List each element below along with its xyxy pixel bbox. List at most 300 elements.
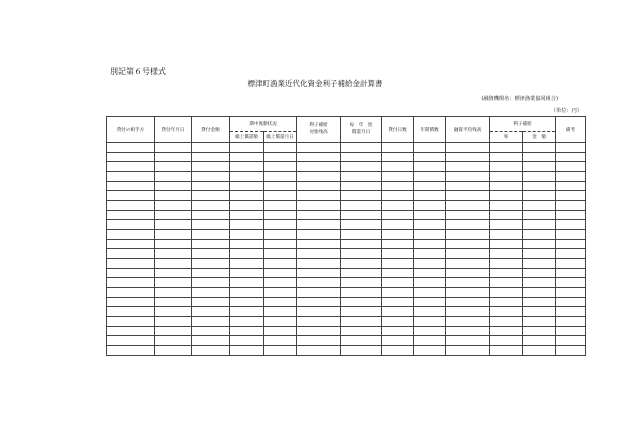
table-cell[interactable] [341, 336, 382, 346]
table-cell[interactable] [192, 336, 230, 346]
table-cell[interactable] [297, 220, 341, 230]
table-cell[interactable] [341, 297, 382, 307]
table-cell[interactable] [414, 162, 446, 172]
table-cell[interactable] [192, 278, 230, 288]
table-cell[interactable] [192, 249, 230, 259]
table-cell[interactable] [341, 210, 382, 220]
col-loan-days: 貸付日数 [382, 117, 414, 143]
table-cell[interactable] [297, 201, 341, 211]
table-cell[interactable] [155, 181, 192, 191]
table-cell[interactable] [107, 259, 155, 269]
table-cell[interactable] [523, 288, 556, 298]
table-cell[interactable] [155, 239, 192, 249]
table-cell[interactable] [414, 191, 446, 201]
table-cell[interactable] [230, 336, 264, 346]
table-cell[interactable] [523, 172, 556, 182]
table-cell[interactable] [297, 239, 341, 249]
table-cell[interactable] [446, 230, 490, 240]
table-cell[interactable] [192, 172, 230, 182]
table-cell[interactable] [297, 259, 341, 269]
table-cell[interactable] [107, 239, 155, 249]
table-cell[interactable] [297, 346, 341, 356]
table-cell[interactable] [264, 278, 297, 288]
table-cell[interactable] [107, 162, 155, 172]
table-cell[interactable] [192, 346, 230, 356]
table-cell[interactable] [107, 201, 155, 211]
col-rate: 率 [490, 132, 523, 143]
table-cell[interactable] [230, 181, 264, 191]
table-cell[interactable] [192, 288, 230, 298]
table-cell[interactable] [523, 239, 556, 249]
table-cell[interactable] [523, 317, 556, 327]
table-cell[interactable] [556, 259, 586, 269]
table-cell[interactable] [297, 172, 341, 182]
table-cell[interactable] [490, 307, 523, 317]
table-cell[interactable] [230, 230, 264, 240]
table-cell[interactable] [230, 259, 264, 269]
table-cell[interactable] [523, 278, 556, 288]
table-cell[interactable] [414, 181, 446, 191]
table-cell[interactable] [155, 152, 192, 162]
table-cell[interactable] [523, 162, 556, 172]
table-cell[interactable] [297, 210, 341, 220]
table-row [107, 162, 586, 172]
table-cell[interactable] [230, 191, 264, 201]
table-cell[interactable] [192, 239, 230, 249]
table-cell[interactable] [382, 288, 414, 298]
table-cell[interactable] [264, 172, 297, 182]
table-cell[interactable] [264, 152, 297, 162]
table-cell[interactable] [107, 249, 155, 259]
table-cell[interactable] [264, 317, 297, 327]
table-cell[interactable] [414, 259, 446, 269]
table-cell[interactable] [490, 143, 523, 153]
table-cell[interactable] [297, 317, 341, 327]
table-cell[interactable] [155, 201, 192, 211]
table-cell[interactable] [382, 143, 414, 153]
table-cell[interactable] [192, 259, 230, 269]
table-cell[interactable] [556, 201, 586, 211]
table-cell[interactable] [556, 210, 586, 220]
table-cell[interactable] [556, 346, 586, 356]
table-cell[interactable] [382, 181, 414, 191]
table-cell[interactable] [446, 239, 490, 249]
table-cell[interactable] [192, 230, 230, 240]
table-cell[interactable] [382, 326, 414, 336]
table-cell[interactable] [523, 191, 556, 201]
table-cell[interactable] [446, 210, 490, 220]
table-cell[interactable] [341, 259, 382, 269]
table-cell[interactable] [556, 288, 586, 298]
table-cell[interactable] [556, 336, 586, 346]
table-cell[interactable] [490, 181, 523, 191]
table-cell[interactable] [382, 249, 414, 259]
table-cell[interactable] [264, 239, 297, 249]
table-cell[interactable] [264, 346, 297, 356]
table-cell[interactable] [107, 326, 155, 336]
table-cell[interactable] [382, 346, 414, 356]
table-cell[interactable] [382, 336, 414, 346]
table-cell[interactable] [107, 172, 155, 182]
table-cell[interactable] [230, 278, 264, 288]
table-cell[interactable] [155, 230, 192, 240]
table-cell[interactable] [297, 191, 341, 201]
table-cell[interactable] [230, 210, 264, 220]
table-cell[interactable] [556, 268, 586, 278]
table-cell[interactable] [192, 162, 230, 172]
table-cell[interactable] [414, 268, 446, 278]
table-cell[interactable] [230, 307, 264, 317]
document-title: 標津町漁業近代化資金利子補給金計算書 [247, 79, 383, 88]
table-cell[interactable] [155, 317, 192, 327]
table-cell[interactable] [230, 152, 264, 162]
table-cell[interactable] [556, 239, 586, 249]
table-cell[interactable] [414, 249, 446, 259]
table-cell[interactable] [230, 268, 264, 278]
table-cell[interactable] [107, 210, 155, 220]
table-cell[interactable] [556, 143, 586, 153]
table-cell[interactable] [297, 288, 341, 298]
table-cell[interactable] [446, 326, 490, 336]
table-cell[interactable] [264, 259, 297, 269]
table-cell[interactable] [107, 220, 155, 230]
table-cell[interactable] [264, 336, 297, 346]
table-cell[interactable] [556, 191, 586, 201]
table-cell[interactable] [523, 268, 556, 278]
table-cell[interactable] [490, 346, 523, 356]
table-cell[interactable] [107, 346, 155, 356]
table-cell[interactable] [230, 317, 264, 327]
table-cell[interactable] [297, 249, 341, 259]
table-cell[interactable] [446, 249, 490, 259]
table-cell[interactable] [382, 220, 414, 230]
table-cell[interactable] [523, 201, 556, 211]
table-cell[interactable] [297, 230, 341, 240]
table-cell[interactable] [264, 201, 297, 211]
table-cell[interactable] [341, 162, 382, 172]
table-cell[interactable] [107, 181, 155, 191]
table-cell[interactable] [230, 162, 264, 172]
col-interest-subsidy: 利子補給 [490, 117, 556, 132]
table-cell[interactable] [264, 307, 297, 317]
table-cell[interactable] [230, 172, 264, 182]
table-cell[interactable] [446, 278, 490, 288]
table-cell[interactable] [264, 210, 297, 220]
table-cell[interactable] [264, 143, 297, 153]
table-row [107, 230, 586, 240]
table-cell[interactable] [230, 201, 264, 211]
table-cell[interactable] [107, 230, 155, 240]
col-early-repay-amount: 繰上償還額 [230, 132, 264, 143]
table-cell[interactable] [155, 336, 192, 346]
table-cell[interactable] [264, 288, 297, 298]
table-cell[interactable] [382, 191, 414, 201]
table-cell[interactable] [192, 201, 230, 211]
col-annual-repay-date: 毎 年 度 償還月日 [341, 117, 382, 143]
table-cell[interactable] [556, 278, 586, 288]
table-cell[interactable] [523, 181, 556, 191]
table-cell[interactable] [490, 297, 523, 307]
table-cell[interactable] [264, 191, 297, 201]
table-cell[interactable] [107, 152, 155, 162]
table-cell[interactable] [192, 152, 230, 162]
table-cell[interactable] [382, 259, 414, 269]
table-cell[interactable] [382, 239, 414, 249]
table-cell[interactable] [490, 268, 523, 278]
table-cell[interactable] [192, 297, 230, 307]
table-cell[interactable] [192, 307, 230, 317]
table-cell[interactable] [341, 249, 382, 259]
table-cell[interactable] [523, 346, 556, 356]
table-cell[interactable] [192, 220, 230, 230]
table-cell[interactable] [341, 172, 382, 182]
table-cell[interactable] [230, 297, 264, 307]
table-cell[interactable] [414, 220, 446, 230]
table-cell[interactable] [192, 268, 230, 278]
table-cell[interactable] [341, 152, 382, 162]
table-cell[interactable] [230, 346, 264, 356]
table-cell[interactable] [382, 307, 414, 317]
table-cell[interactable] [490, 259, 523, 269]
table-cell[interactable] [446, 152, 490, 162]
table-cell[interactable] [297, 307, 341, 317]
table-cell[interactable] [297, 268, 341, 278]
table-cell[interactable] [264, 268, 297, 278]
table-cell[interactable] [446, 268, 490, 278]
table-cell[interactable] [556, 249, 586, 259]
table-cell[interactable] [297, 162, 341, 172]
table-cell[interactable] [523, 220, 556, 230]
table-cell[interactable] [523, 297, 556, 307]
table-cell[interactable] [523, 249, 556, 259]
table-cell[interactable] [556, 297, 586, 307]
table-cell[interactable] [414, 210, 446, 220]
table-cell[interactable] [264, 249, 297, 259]
table-cell[interactable] [446, 191, 490, 201]
table-cell[interactable] [556, 152, 586, 162]
table-cell[interactable] [490, 152, 523, 162]
table-cell[interactable] [490, 317, 523, 327]
col-loan-date: 貸付年月日 [155, 117, 192, 143]
table-cell[interactable] [155, 162, 192, 172]
table-cell[interactable] [523, 143, 556, 153]
table-cell[interactable] [155, 268, 192, 278]
table-cell[interactable] [264, 162, 297, 172]
table-cell[interactable] [107, 143, 155, 153]
table-cell[interactable] [523, 336, 556, 346]
table-cell[interactable] [414, 239, 446, 249]
table-cell[interactable] [382, 162, 414, 172]
table-cell[interactable] [382, 297, 414, 307]
table-cell[interactable] [192, 191, 230, 201]
table-cell[interactable] [297, 143, 341, 153]
table-cell[interactable] [230, 249, 264, 259]
table-cell[interactable] [523, 307, 556, 317]
table-cell[interactable] [155, 307, 192, 317]
table-cell[interactable] [264, 230, 297, 240]
table-cell[interactable] [446, 201, 490, 211]
table-cell[interactable] [192, 326, 230, 336]
table-cell[interactable] [490, 162, 523, 172]
col-borrower: 貸付の相手方 [107, 117, 155, 143]
table-cell[interactable] [490, 201, 523, 211]
table-cell[interactable] [297, 326, 341, 336]
table-cell[interactable] [414, 297, 446, 307]
table-cell[interactable] [382, 278, 414, 288]
table-cell[interactable] [446, 317, 490, 327]
table-cell[interactable] [490, 288, 523, 298]
table-cell[interactable] [490, 230, 523, 240]
table-cell[interactable] [446, 220, 490, 230]
table-cell[interactable] [264, 181, 297, 191]
table-cell[interactable] [556, 230, 586, 240]
table-cell[interactable] [382, 172, 414, 182]
table-cell[interactable] [382, 230, 414, 240]
table-cell[interactable] [297, 152, 341, 162]
table-cell[interactable] [230, 220, 264, 230]
table-cell[interactable] [523, 230, 556, 240]
table-cell[interactable] [446, 307, 490, 317]
table-cell[interactable] [523, 152, 556, 162]
table-cell[interactable] [490, 249, 523, 259]
table-cell[interactable] [446, 297, 490, 307]
table-cell[interactable] [414, 336, 446, 346]
table-cell[interactable] [155, 172, 192, 182]
table-cell[interactable] [490, 220, 523, 230]
table-cell[interactable] [155, 249, 192, 259]
table-cell[interactable] [556, 162, 586, 172]
table-cell[interactable] [490, 326, 523, 336]
table-cell[interactable] [155, 143, 192, 153]
table-cell[interactable] [414, 172, 446, 182]
table-cell[interactable] [490, 210, 523, 220]
table-cell[interactable] [446, 346, 490, 356]
table-cell[interactable] [230, 288, 264, 298]
table-cell[interactable] [414, 143, 446, 153]
table-cell[interactable] [446, 259, 490, 269]
table-cell[interactable] [414, 326, 446, 336]
table-cell[interactable] [414, 307, 446, 317]
table-cell[interactable] [414, 346, 446, 356]
table-cell[interactable] [556, 181, 586, 191]
table-cell[interactable] [192, 210, 230, 220]
table-cell[interactable] [414, 317, 446, 327]
table-cell[interactable] [155, 220, 192, 230]
table-cell[interactable] [446, 181, 490, 191]
table-cell[interactable] [341, 143, 382, 153]
table-cell[interactable] [155, 210, 192, 220]
table-cell[interactable] [107, 336, 155, 346]
table-cell[interactable] [414, 201, 446, 211]
col-early-repay-date: 繰上償還月日 [264, 132, 297, 143]
table-cell[interactable] [523, 259, 556, 269]
table-cell[interactable] [341, 326, 382, 336]
table-cell[interactable] [297, 181, 341, 191]
table-cell[interactable] [341, 278, 382, 288]
table-cell[interactable] [107, 307, 155, 317]
table-cell[interactable] [192, 181, 230, 191]
table-cell[interactable] [341, 307, 382, 317]
table-cell[interactable] [341, 220, 382, 230]
table-cell[interactable] [297, 297, 341, 307]
table-cell[interactable] [446, 172, 490, 182]
table-cell[interactable] [523, 210, 556, 220]
table-cell[interactable] [264, 220, 297, 230]
table-cell[interactable] [414, 278, 446, 288]
table-cell[interactable] [341, 201, 382, 211]
table-cell[interactable] [490, 191, 523, 201]
table-cell[interactable] [192, 143, 230, 153]
table-cell[interactable] [382, 317, 414, 327]
table-row [107, 326, 586, 336]
col-amount: 金 額 [523, 132, 556, 143]
table-cell[interactable] [107, 191, 155, 201]
table-cell[interactable] [490, 278, 523, 288]
table-cell[interactable] [341, 181, 382, 191]
table-cell[interactable] [490, 336, 523, 346]
table-cell[interactable] [155, 278, 192, 288]
table-cell[interactable] [297, 278, 341, 288]
table-cell[interactable] [155, 326, 192, 336]
table-cell[interactable] [297, 336, 341, 346]
table-row [107, 288, 586, 298]
table-cell[interactable] [155, 191, 192, 201]
table-cell[interactable] [230, 239, 264, 249]
table-cell[interactable] [556, 307, 586, 317]
table-cell[interactable] [107, 288, 155, 298]
table-cell[interactable] [230, 326, 264, 336]
table-cell[interactable] [341, 317, 382, 327]
table-cell[interactable] [382, 268, 414, 278]
table-cell[interactable] [446, 336, 490, 346]
table-cell[interactable] [556, 220, 586, 230]
table-cell[interactable] [490, 172, 523, 182]
table-cell[interactable] [264, 326, 297, 336]
table-cell[interactable] [382, 210, 414, 220]
table-cell[interactable] [414, 230, 446, 240]
table-cell[interactable] [556, 326, 586, 336]
table-cell[interactable] [264, 297, 297, 307]
table-cell[interactable] [341, 268, 382, 278]
table-cell[interactable] [155, 297, 192, 307]
table-cell[interactable] [341, 346, 382, 356]
table-cell[interactable] [155, 259, 192, 269]
table-cell[interactable] [446, 162, 490, 172]
table-cell[interactable] [107, 297, 155, 307]
table-cell[interactable] [341, 288, 382, 298]
table-cell[interactable] [382, 152, 414, 162]
table-cell[interactable] [414, 152, 446, 162]
table-cell[interactable] [107, 317, 155, 327]
table-cell[interactable] [155, 288, 192, 298]
table-cell[interactable] [155, 346, 192, 356]
table-cell[interactable] [192, 317, 230, 327]
table-cell[interactable] [230, 143, 264, 153]
table-cell[interactable] [341, 239, 382, 249]
table-cell[interactable] [107, 278, 155, 288]
table-cell[interactable] [490, 239, 523, 249]
table-cell[interactable] [446, 143, 490, 153]
table-cell[interactable] [382, 201, 414, 211]
table-cell[interactable] [341, 191, 382, 201]
table-cell[interactable] [556, 172, 586, 182]
table-cell[interactable] [446, 288, 490, 298]
table-cell[interactable] [414, 288, 446, 298]
table-cell[interactable] [556, 317, 586, 327]
table-cell[interactable] [523, 326, 556, 336]
table-cell[interactable] [107, 268, 155, 278]
table-cell[interactable] [341, 230, 382, 240]
